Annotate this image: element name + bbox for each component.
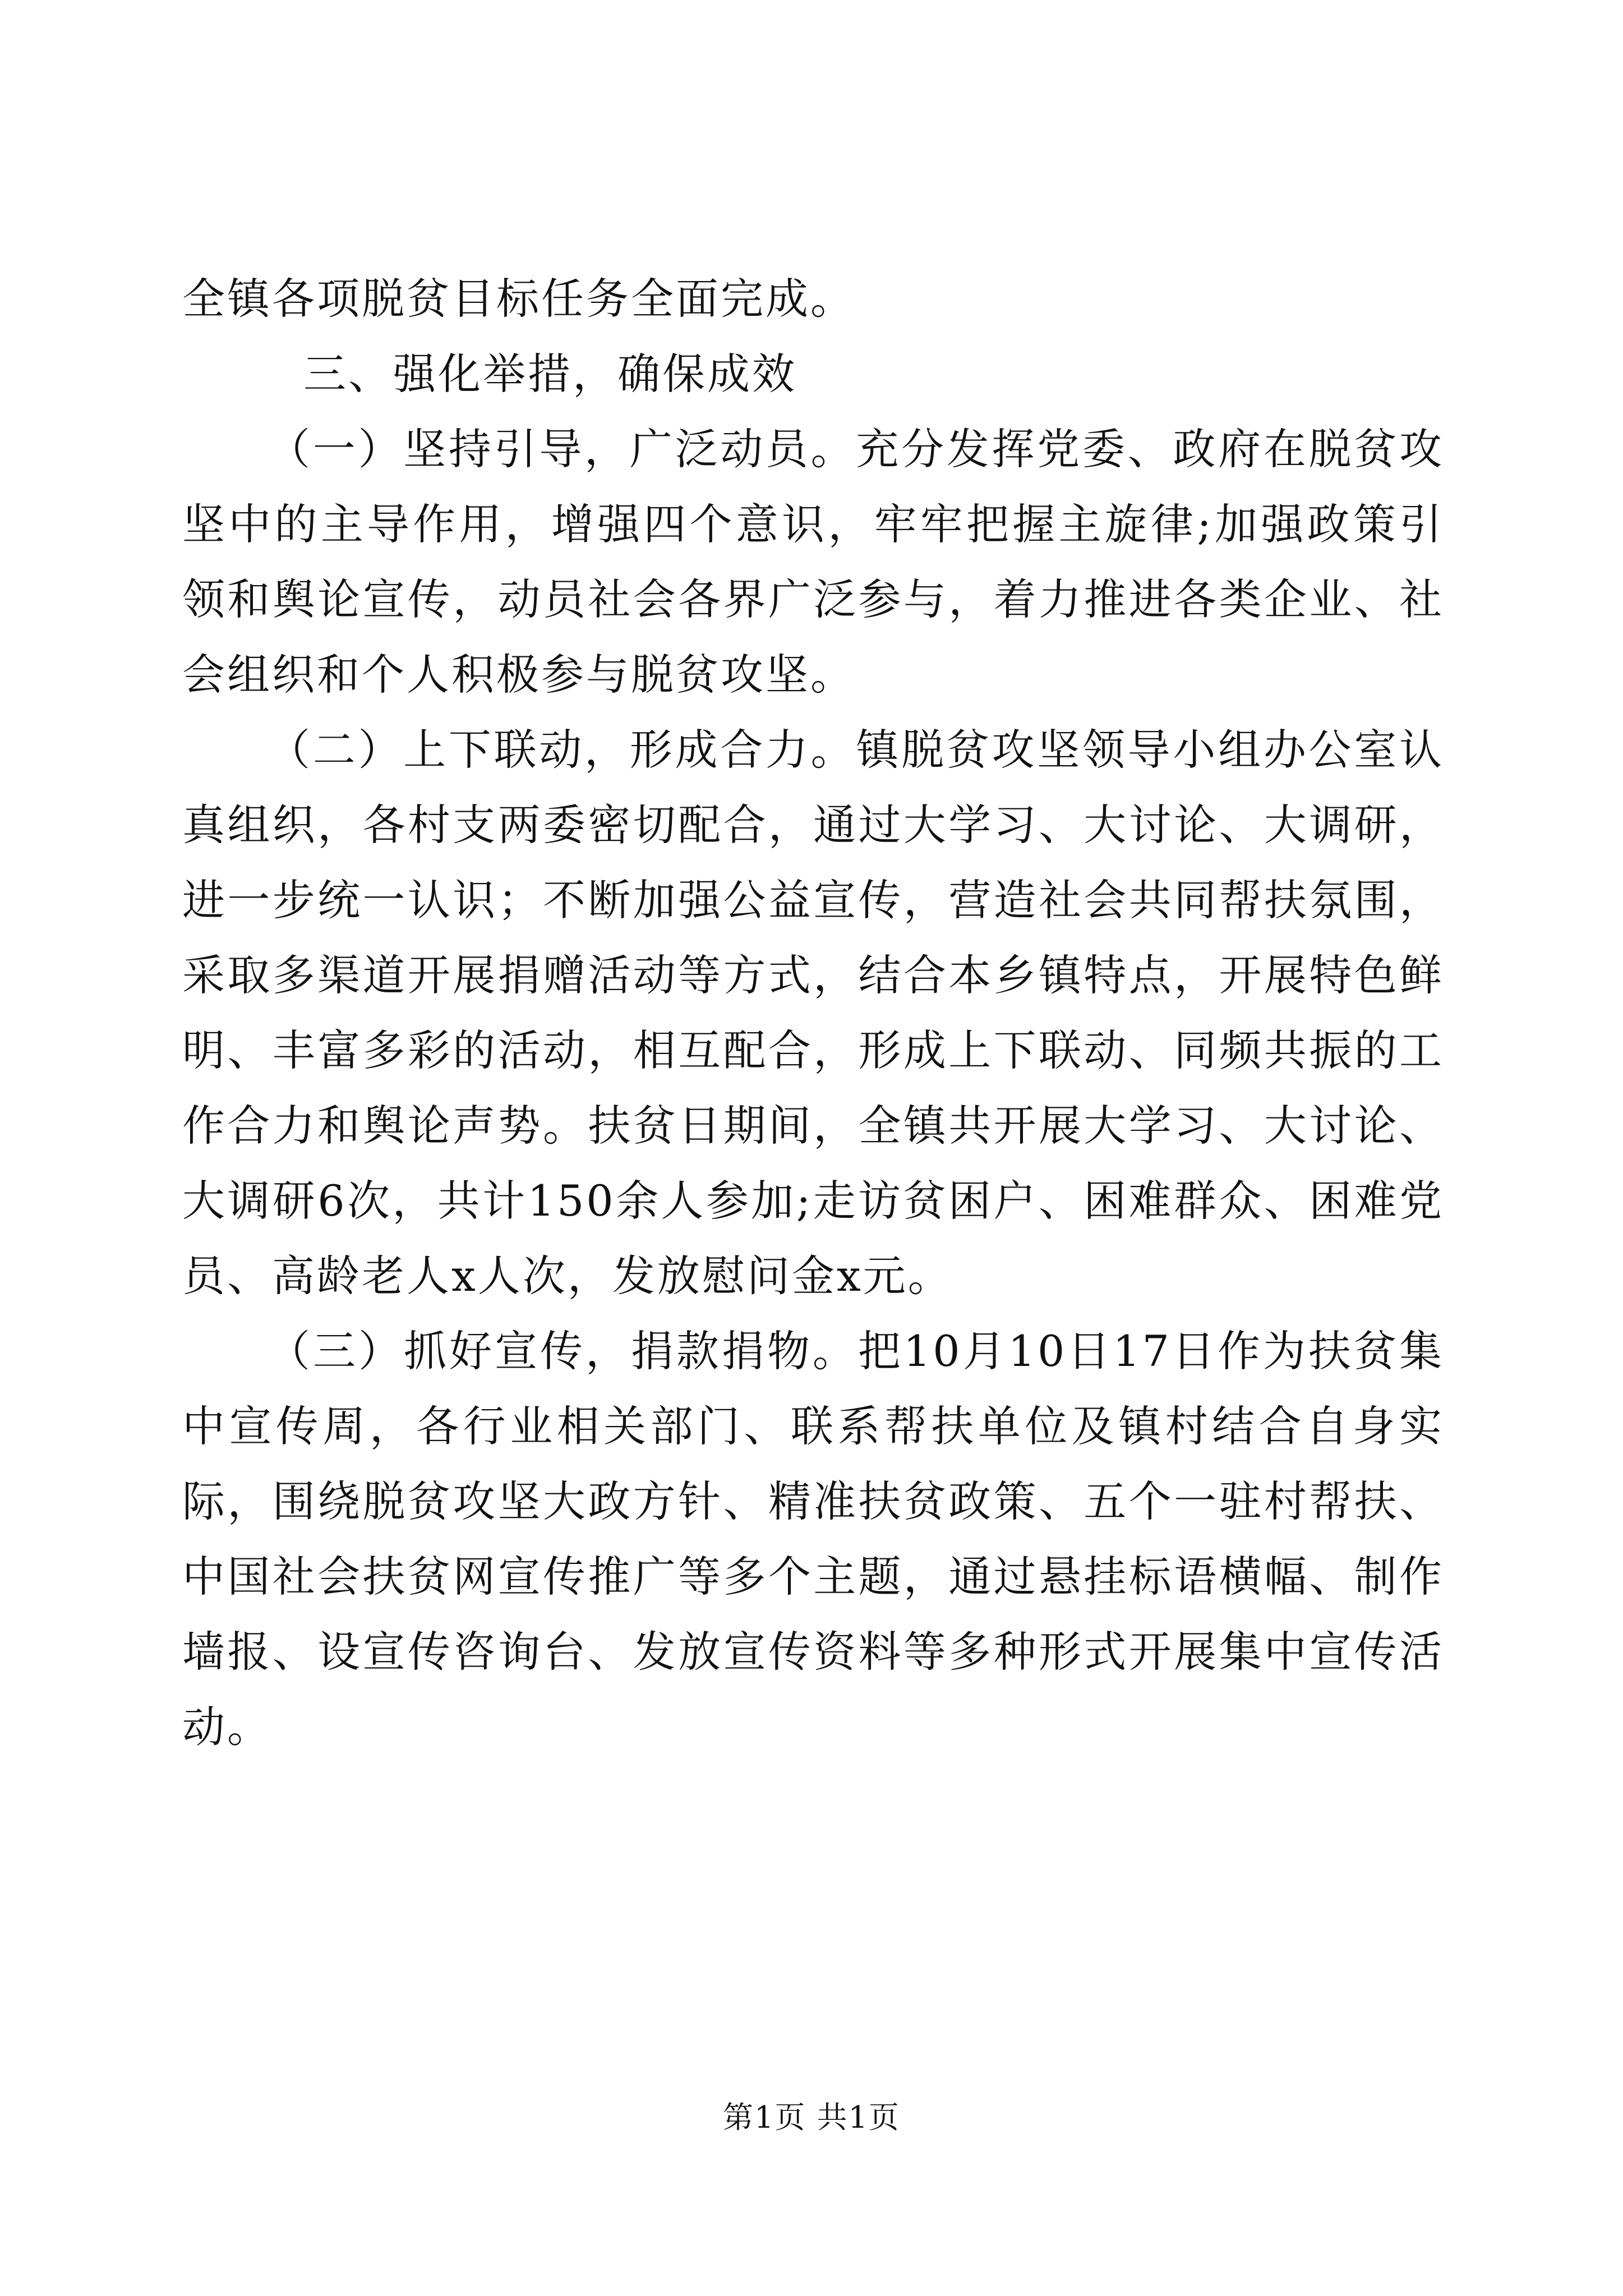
paragraph-continuation: 全镇各项脱贫目标任务全面完成。: [182, 274, 855, 324]
paragraph-item-1: （一）坚持引导，广泛动员。充分发挥党委、政府在脱贫攻坚中的主导作用，增强四个意识，牢牢把握主旋律;加强政策引领和舆论宣传，动员社会各界广泛参与，着力推进各类企业、社会组织和个人积极参与脱贫攻坚。: [182, 424, 1444, 700]
paragraph-item-3: （三）抓好宣传，捐款捐物。把10月10日17日作为扶贫集中宣传周，各行业相关部门、联系帮扶单位及镇村结合自身实际，围绕脱贫攻坚大政方针、精准扶贫政策、五个一驻村帮扶、中国社会扶贫网宣传推广等多个主题，通过悬挂标语横幅、制作墙报、设宣传咨询台、发放宣传资料等多种形式开展集中宣传活动。: [182, 1326, 1444, 1752]
document-body: [182, 261, 1444, 1765]
section-heading: 三、强化举措，确保成效: [303, 349, 797, 399]
paragraph-item-2: （二）上下联动，形成合力。镇脱贫攻坚领导小组办公室认真组织，各村支两委密切配合，通过大学习、大讨论、大调研，进一步统一认识；不断加强公益宣传，营造社会共同帮扶氛围，采取多渠道开展捐赠活动等方式，结合本乡镇特点，开展特色鲜明、丰富多彩的活动，相互配合，形成上下联动、同频共振的工作合力和舆论声势。扶贫日期间，全镇共开展大学习、大讨论、大调研6次，共计150余人参加;走访贫困户、困难群众、困难党员、高龄老人x人次，发放慰问金x元。: [182, 725, 1444, 1301]
page-number-footer: 第1页 共1页: [723, 2100, 900, 2135]
